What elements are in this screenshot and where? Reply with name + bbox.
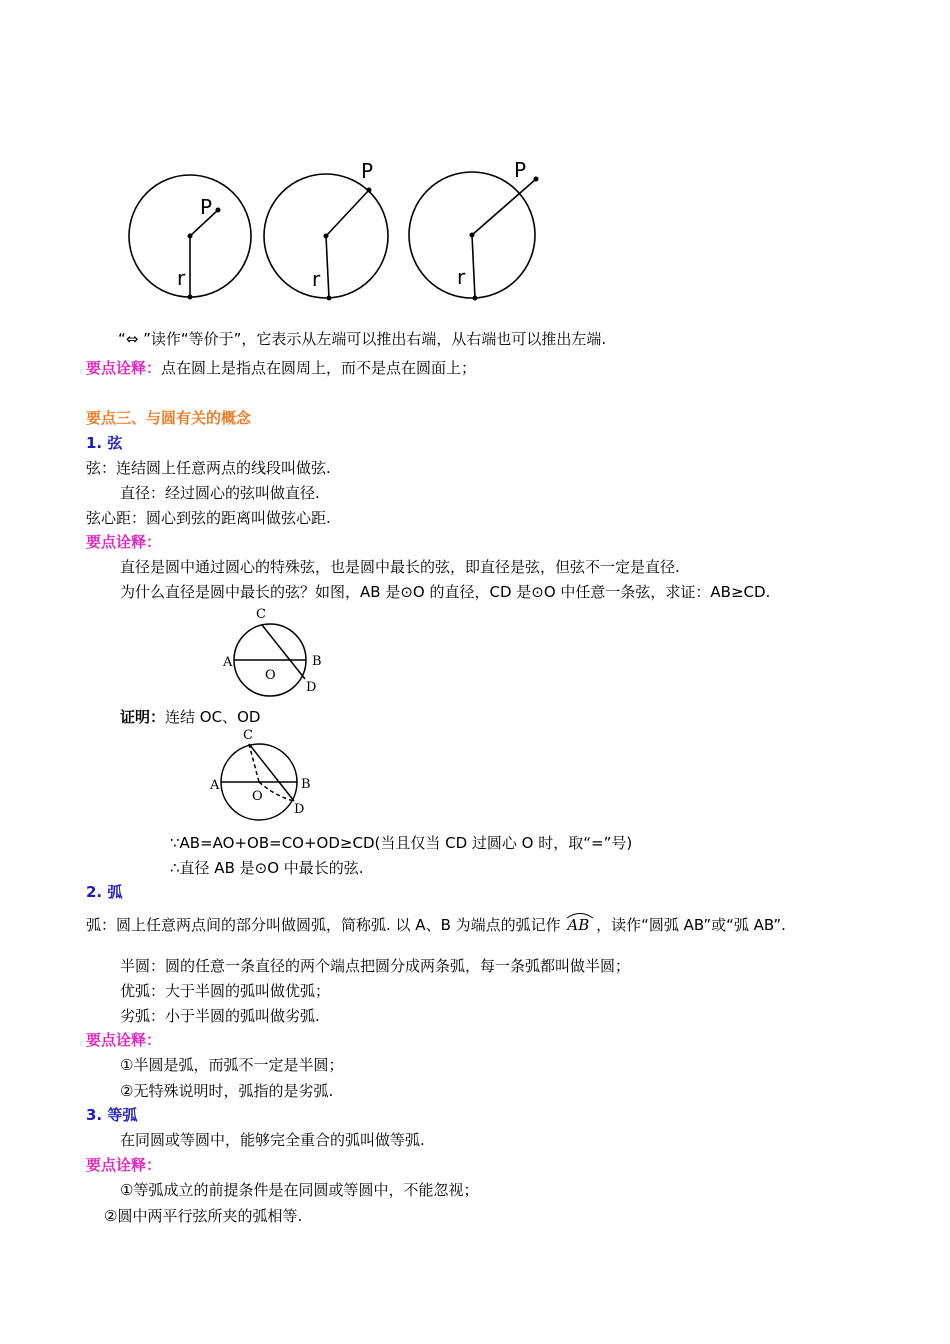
equivalence-line: “⇔ ”读作“等价于”，它表示从左端可以推出右端，从右端也可以推出左端. [118, 330, 607, 348]
label-b: B [301, 777, 311, 792]
note-2-label: 要点诠释： [86, 533, 162, 551]
label-a: A [210, 778, 220, 793]
point-label-3: P [514, 158, 527, 182]
point-label-2: P [361, 159, 374, 183]
minor-arc-definition: 劣弧：小于半圆的弧叫做劣弧. [120, 1007, 320, 1025]
item-1-title: 1. 弦 [86, 434, 123, 452]
arc-definition [86, 914, 786, 935]
note-2-text-1: 直径是圆中通过圆心的特殊弦，也是圆中最长的弦，即直径是弦，但弦不一定是直径. [120, 558, 680, 576]
radius-label-2: r [312, 267, 321, 291]
proof-label: 证明： [120, 708, 166, 726]
arc-letters: AB [567, 916, 590, 934]
note-2-text-2: 为什么直径是圆中最长的弦？如图，AB 是⊙O 的直径，CD 是⊙O 中任意一条弦，求证：AB≥CD. [120, 583, 771, 601]
label-d: D [294, 802, 305, 817]
arc-notation [567, 916, 589, 934]
proof-text: 连结 OC、OD [165, 708, 261, 726]
item-3-title: 3. 等弧 [86, 1106, 138, 1124]
chord-definition: 弦：连结圆上任意两点的线段叫做弦. [86, 459, 331, 477]
diameter-definition: 直径：经过圆心的弦叫做直径. [120, 484, 320, 502]
note-3-label: 要点诠释： [86, 1031, 162, 1049]
label-c: C [256, 607, 266, 622]
major-arc-definition: 优弧：大于半圆的弧叫做优弧； [120, 982, 331, 1000]
arc-mark-icon [565, 909, 595, 919]
note-4-text-2: ②圆中两平行弦所夹的弧相等. [104, 1207, 303, 1225]
chord-figure-2 [205, 722, 320, 822]
chord-figure-1 [220, 600, 330, 700]
label-c: C [243, 728, 253, 743]
semicircle-definition: 半圆：圆的任意一条直径的两个端点把圆分成两条弧，每一条弧都叫做半圆； [120, 957, 631, 975]
note-label: 要点诠释： [86, 359, 162, 377]
point-label-1: P [200, 195, 213, 219]
label-o: O [252, 789, 263, 804]
item-2-title: 2. 弧 [86, 883, 123, 901]
note-text: 点在圆上是指点在圆周上，而不是点在圆面上； [161, 359, 477, 377]
section-3-title: 要点三、与圆有关的概念 [86, 409, 252, 427]
proof-step-2: ∴直径 AB 是⊙O 中最长的弦. [170, 859, 364, 877]
point-circle-position-figure [0, 0, 950, 320]
note-4-text-1: ①等弧成立的前提条件是在同圆或等圆中，不能忽视； [120, 1181, 479, 1199]
label-b: B [312, 654, 322, 669]
note-1 [86, 357, 476, 378]
label-d: D [306, 680, 317, 695]
note-3-text-2: ②无特殊说明时，弧指的是劣弧. [120, 1082, 334, 1100]
note-3-text-1: ①半圆是弧，而弧不一定是半圆； [120, 1056, 344, 1074]
radius-label-3: r [457, 265, 466, 289]
arc-def-part-b: ，读作“圆弧 AB”或“弧 AB”. [596, 916, 786, 934]
equal-arc-definition: 在同圆或等圆中，能够完全重合的弧叫做等弧. [120, 1131, 425, 1149]
arc-def-part-a: 弧：圆上任意两点间的部分叫做圆弧，简称弧. 以 A、B 为端点的弧记作 [86, 916, 561, 934]
chord-distance-definition: 弦心距：圆心到弦的距离叫做弦心距. [86, 509, 331, 527]
note-4-label: 要点诠释： [86, 1156, 162, 1174]
proof-step-1: ∵AB=AO+OB=CO+OD≥CD(当且仅当 CD 过圆心 O 时，取“=”号) [170, 834, 633, 852]
radius-label-1: r [177, 266, 186, 290]
label-a: A [223, 655, 233, 670]
label-o: O [265, 668, 276, 683]
